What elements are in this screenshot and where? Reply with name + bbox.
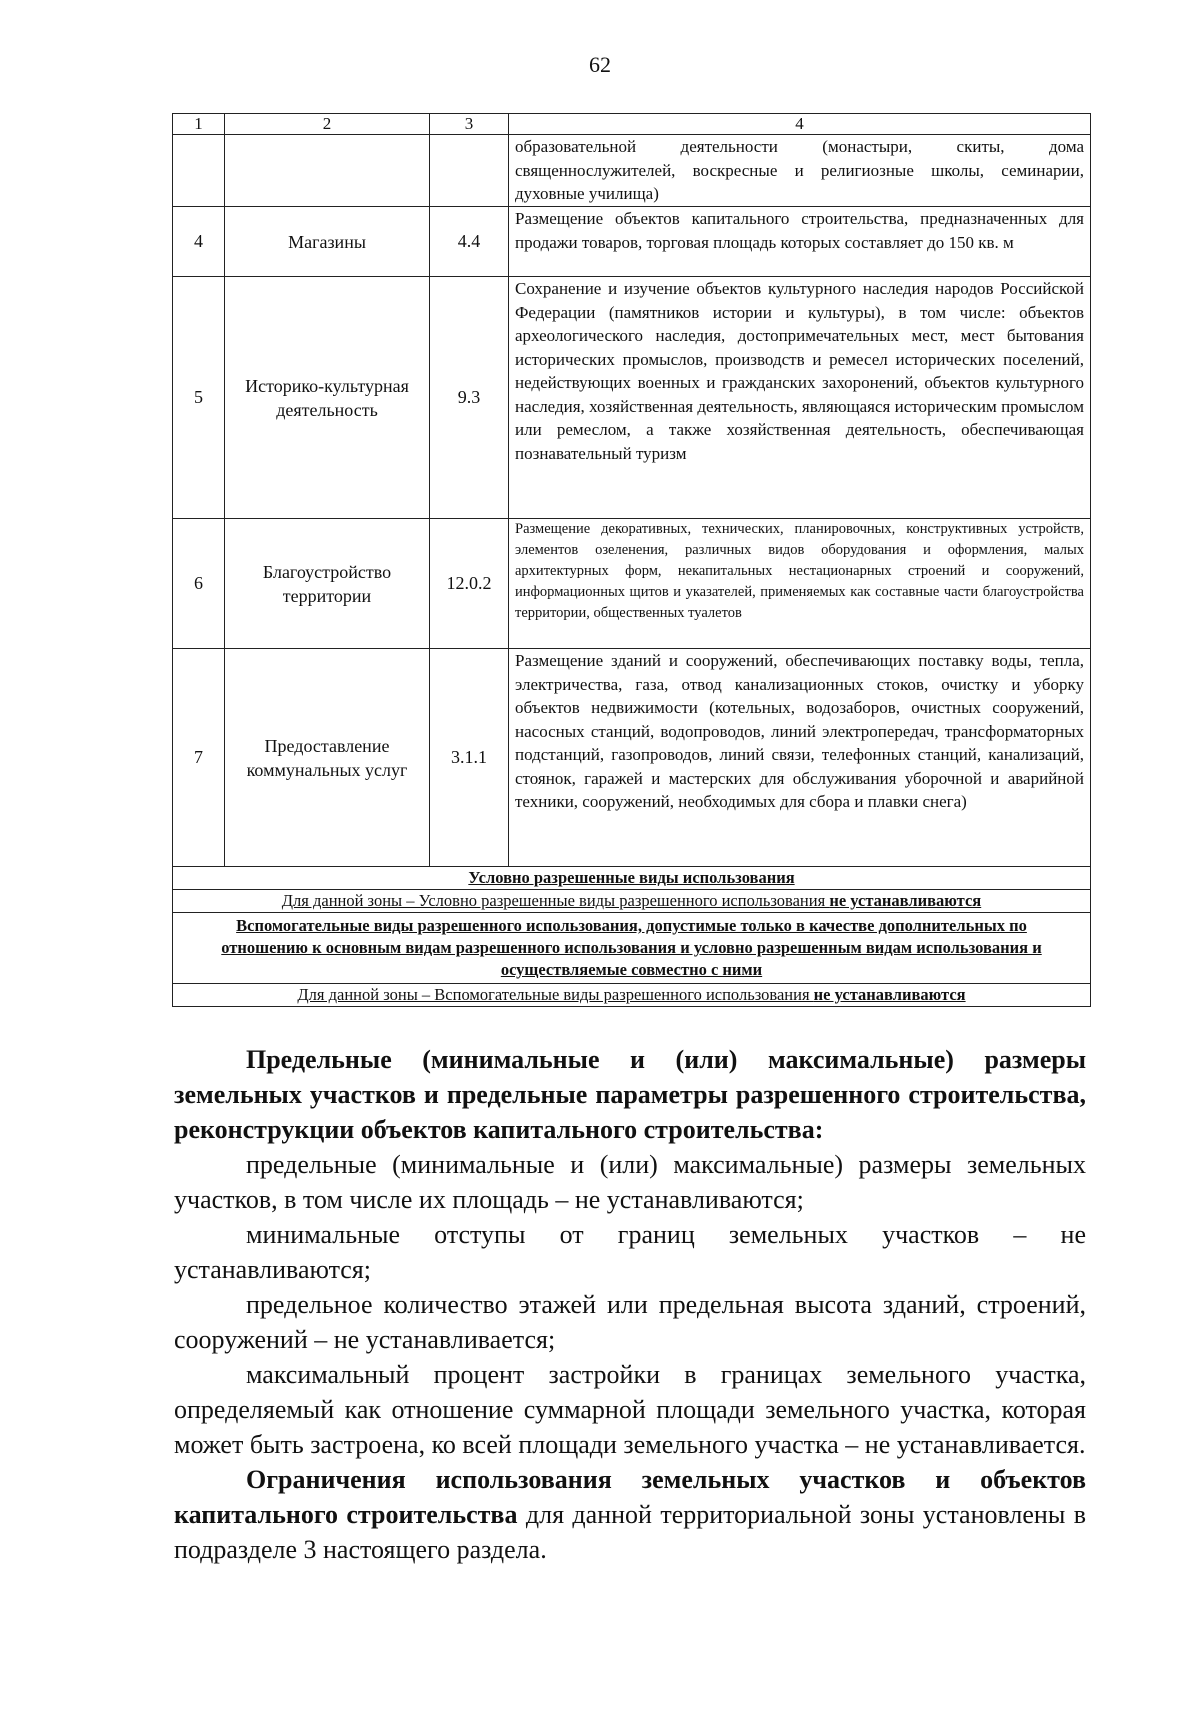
table-row <box>173 519 1091 649</box>
paragraph-building-coverage: максимальный процент застройки в границах земельного участка, определяемый как отношение суммарной площади земельного участка, которая может быть застроена, ко всей площади земельного участка – не устанавливается. <box>174 1360 1086 1459</box>
table-section-heading-row <box>173 913 1091 984</box>
use-type-code <box>430 135 509 207</box>
column-header: 3 <box>430 114 509 135</box>
column-header: 4 <box>509 114 1091 135</box>
restrictions-bold-text: Ограничения использования земельных участков и объектов капитального строительства <box>174 1465 1086 1529</box>
auxiliary-uses-heading <box>173 913 1091 984</box>
table-row <box>173 135 1091 207</box>
paragraph-plot-sizes: предельные (минимальные и (или) максимальные) размеры земельных участков, в том числе их площадь – не устанавливаются; <box>174 1150 1086 1214</box>
use-type-name <box>225 135 430 207</box>
table-note-row <box>173 890 1091 913</box>
table-header-row <box>173 114 1091 135</box>
use-type-description: Сохранение и изучение объектов культурного наследия народов Российской Федерации (памятников истории и культуры), в том числе: объектов археологического наследия, достопримечательных мест, мест бытования исторических промыслов, производств и ремесел исторических поселений, недействующих военных и гражданских захоронений, объектов культурного наследия, хозяйственная деятельность, являющаяся историческим промыслом или ремеслом, а также хозяйственная деятельность, обеспечивающая познавательный туризм <box>509 277 1091 519</box>
conditional-uses-note <box>173 890 1091 913</box>
land-use-table-container <box>172 113 1090 1007</box>
use-type-code: 12.0.2 <box>430 519 509 649</box>
column-header: 1 <box>173 114 225 135</box>
use-type-name: Благоустройство территории <box>225 519 430 649</box>
parameters-heading: Предельные (минимальные и (или) максимальные) размеры земельных участков и предельные параметры разрешенного строительства, реконструкции объектов капитального строительства: <box>174 1045 1086 1144</box>
auxiliary-uses-note-text: Для данной зоны – Вспомогательные виды разрешенного использования <box>297 985 814 1004</box>
column-header: 2 <box>225 114 430 135</box>
row-number <box>173 135 225 207</box>
conditional-uses-heading <box>173 867 1091 890</box>
row-number: 4 <box>173 207 225 277</box>
table-section-heading-row <box>173 867 1091 890</box>
land-use-table <box>172 113 1091 1007</box>
auxiliary-uses-note <box>173 984 1091 1007</box>
use-type-description: Размещение зданий и сооружений, обеспечивающих поставку воды, тепла, электричества, газа, отвод канализационных стоков, очистку и уборку объектов недвижимости (котельных, водозаборов, очистных сооружений, насосных станций, водопроводов, линий электропередач, трансформаторных подстанций, газопроводов, линий связи, телефонных станций, канализаций, стоянок, гаражей и мастерских для обслуживания уборочной и аварийной техники, сооружений, необходимых для сбора и плавки снега) <box>509 649 1091 867</box>
use-type-name: Магазины <box>225 207 430 277</box>
use-type-description: Размещение объектов капитального строительства, предназначенных для продажи товаров, торговая площадь которых составляет до 150 кв. м <box>509 207 1091 277</box>
use-type-description: Размещение декоративных, технических, планировочных, конструктивных устройств, элементов озеленения, различных видов оборудования и оформления, малых архитектурных форм, некапитальных нестационарных строений и сооружений, информационных щитов и указателей, применяемых как составные части благоустройства территории, общественных туалетов <box>509 519 1091 649</box>
row-number: 7 <box>173 649 225 867</box>
auxiliary-uses-heading-text: Вспомогательные виды разрешенного использования, допустимые только в качестве дополнительных по отношению к основным видам разрешенного использования и условно разрешенным видам использования и осуществляемые совместно с ними <box>221 916 1042 979</box>
table-note-row <box>173 984 1091 1007</box>
conditional-uses-note-text: Для данной зоны – Условно разрешенные виды разрешенного использования <box>281 891 830 910</box>
use-type-code: 3.1.1 <box>430 649 509 867</box>
paragraph-restrictions <box>174 1462 1086 1567</box>
row-number: 5 <box>173 277 225 519</box>
row-number: 6 <box>173 519 225 649</box>
table-row <box>173 649 1091 867</box>
page-number: 62 <box>589 52 611 77</box>
table-row <box>173 207 1091 277</box>
table-row <box>173 277 1091 519</box>
paragraph-floors-height: предельное количество этажей или предельная высота зданий, строений, сооружений – не устанавливается; <box>174 1290 1086 1354</box>
use-type-code: 9.3 <box>430 277 509 519</box>
use-type-name: Предоставление коммунальных услуг <box>225 649 430 867</box>
regulations-text <box>174 1042 1086 1567</box>
auxiliary-uses-note-emphasis: не устанавливаются <box>813 985 966 1004</box>
conditional-uses-heading-text: Условно разрешенные виды использования <box>468 868 795 887</box>
restrictions-plain-text: для данной территориальной зоны установлены в подразделе 3 настоящего раздела. <box>174 1500 1086 1564</box>
use-type-code: 4.4 <box>430 207 509 277</box>
paragraph-setbacks: минимальные отступы от границ земельных участков – не устанавливаются; <box>174 1220 1086 1284</box>
use-type-name: Историко-культурная деятельность <box>225 277 430 519</box>
conditional-uses-note-emphasis: не устанавливаются <box>829 891 982 910</box>
use-type-description: образовательной деятельности (монастыри, скиты, дома священнослужителей, воскресные и религиозные школы, семинарии, духовные училища) <box>509 135 1091 207</box>
